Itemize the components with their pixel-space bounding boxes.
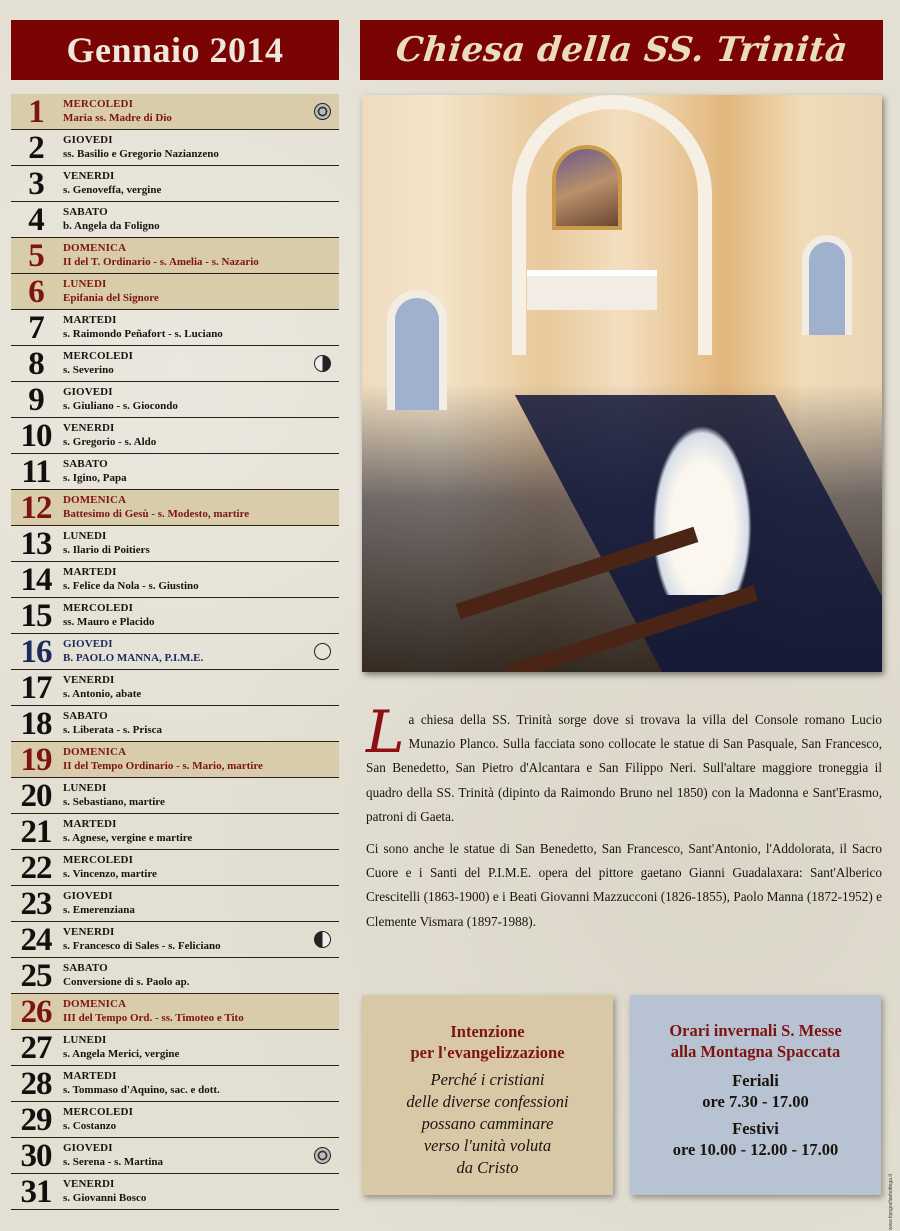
day-number: 11 <box>21 454 51 490</box>
weekday-name: MARTEDI <box>63 313 117 326</box>
statue-niche-left <box>387 290 447 410</box>
day-text <box>61 530 150 558</box>
day-text <box>61 1106 133 1134</box>
weekday-name: MERCOLEDI <box>63 1105 133 1118</box>
day-row <box>11 814 339 850</box>
day-number: 7 <box>28 310 44 346</box>
weekday-name: LUNEDI <box>63 1033 107 1046</box>
day-row <box>11 238 339 274</box>
full-moon-icon <box>314 1147 331 1164</box>
saint-of-day: II del Tempo Ordinario - s. Mario, martire <box>63 759 263 772</box>
day-number: 3 <box>28 166 44 202</box>
day-text <box>61 1142 163 1170</box>
weekday-name: GIOVEDI <box>63 385 113 398</box>
intent-text: Perché i cristiani delle diverse confessioni possano camminare verso l'unità voluta da Cristo <box>406 1070 569 1177</box>
day-number: 29 <box>20 1102 52 1138</box>
weekday-name: DOMENICA <box>63 745 127 758</box>
weekday-name: MARTEDI <box>63 1069 117 1082</box>
saint-of-day: B. PAOLO MANNA, P.I.M.E. <box>63 651 204 664</box>
day-number: 27 <box>20 1030 52 1066</box>
saint-of-day: s. Vincenzo, martire <box>63 867 157 880</box>
day-number: 22 <box>20 850 52 886</box>
saint-of-day: s. Felice da Nola - s. Giustino <box>63 579 199 592</box>
saint-of-day: s. Tommaso d'Aquino, sac. e dott. <box>63 1083 220 1096</box>
day-text <box>61 386 178 414</box>
weekday-name: SABATO <box>63 709 108 722</box>
day-row <box>11 670 339 706</box>
drop-cap: L <box>366 698 405 766</box>
day-row <box>11 202 339 238</box>
weekday-name: GIOVEDI <box>63 133 113 146</box>
day-row <box>11 922 339 958</box>
day-row <box>11 382 339 418</box>
day-list <box>11 94 339 1210</box>
mass-schedule-box <box>630 995 881 1195</box>
day-row <box>11 166 339 202</box>
day-text <box>61 674 141 702</box>
weekday-name: GIOVEDI <box>63 889 113 902</box>
day-text <box>61 134 219 162</box>
day-text <box>61 782 165 810</box>
day-text <box>61 854 157 882</box>
day-row <box>11 1102 339 1138</box>
day-row <box>11 706 339 742</box>
weekday-name: VENERDI <box>63 673 115 686</box>
day-row <box>11 1174 339 1210</box>
day-row <box>11 1066 339 1102</box>
saint-of-day: s. Giovanni Bosco <box>63 1191 147 1204</box>
saint-of-day: b. Angela da Foligno <box>63 219 160 232</box>
weekday-name: VENERDI <box>63 925 115 938</box>
day-text <box>61 818 192 846</box>
day-number: 31 <box>20 1174 52 1210</box>
saint-of-day: s. Gregorio - s. Aldo <box>63 435 157 448</box>
day-row <box>11 1030 339 1066</box>
holiday-schedule: Festivi ore 10.00 - 12.00 - 17.00 <box>672 1119 839 1159</box>
day-number: 8 <box>28 346 44 382</box>
church-photo <box>362 95 882 672</box>
day-row <box>11 310 339 346</box>
day-number: 26 <box>20 994 52 1030</box>
weekday-name: GIOVEDI <box>63 637 113 650</box>
weekday-name: MERCOLEDI <box>63 853 133 866</box>
day-text <box>61 962 190 990</box>
day-text <box>61 602 154 630</box>
day-number: 2 <box>28 130 44 166</box>
saint-of-day: s. Genoveffa, vergine <box>63 183 162 196</box>
weekday-name: MARTEDI <box>63 565 117 578</box>
weekday-schedule: Feriali ore 7.30 - 17.00 <box>702 1071 809 1111</box>
day-number: 13 <box>20 526 52 562</box>
day-text <box>61 566 199 594</box>
day-number: 10 <box>20 418 52 454</box>
saint-of-day: s. Antonio, abate <box>63 687 142 700</box>
day-number: 17 <box>20 670 52 706</box>
weekday-name: SABATO <box>63 961 108 974</box>
altar-painting <box>552 145 622 230</box>
weekday-name: MARTEDI <box>63 817 117 830</box>
day-text <box>61 746 263 774</box>
bride-veil <box>652 425 752 595</box>
day-text <box>61 170 161 198</box>
day-number: 21 <box>20 814 52 850</box>
day-row <box>11 346 339 382</box>
new-moon-face-icon <box>314 643 331 660</box>
saint-of-day: s. Liberata - s. Prisca <box>63 723 162 736</box>
saint-of-day: s. Serena - s. Martina <box>63 1155 164 1168</box>
saint-of-day: s. Raimondo Peñafort - s. Luciano <box>63 327 223 340</box>
day-number: 30 <box>20 1138 52 1174</box>
saint-of-day: s. Severino <box>63 363 114 376</box>
intent-title: Intenzione per l'evangelizzazione <box>410 1022 565 1062</box>
saint-of-day: II del T. Ordinario - s. Amelia - s. Nazario <box>63 255 259 268</box>
day-text <box>61 98 172 126</box>
day-text <box>61 998 244 1026</box>
intro-paragraph-2: Ci sono anche le statue di San Benedetto, San Francesco, Sant'Antonio, l'Addolorata, il Sacro Cuore e i Santi del P.I.M.E. opera del pittore gaetano Gianni Guadalaxara: Sant'Alberico Crescitelli (1863-1900) e i Beati Giovanni Mazzucconi (1826-1855), Paolo Manna (1872-1952) e Clemente Vismara (1897-1988). <box>366 841 882 929</box>
weekday-name: SABATO <box>63 457 108 470</box>
day-text <box>61 890 135 918</box>
saint-of-day: s. Angela Merici, vergine <box>63 1047 180 1060</box>
day-text <box>61 350 133 378</box>
altar <box>527 270 657 310</box>
day-number: 5 <box>28 238 44 274</box>
day-number: 20 <box>20 778 52 814</box>
day-number: 19 <box>20 742 52 778</box>
day-row <box>11 562 339 598</box>
day-text <box>61 638 203 666</box>
day-number: 25 <box>20 958 52 994</box>
day-text <box>61 710 162 738</box>
day-number: 28 <box>20 1066 52 1102</box>
intro-paragraph-1: La chiesa della SS. Trinità sorge dove si trovava la villa del Console romano Lucio Munazio Planco. Sulla facciata sono collocate le statue di San Pasquale, San Francesco, San Benedetto, San Pietro d'Alcantara e San Filippo Neri. Sull'altare maggiore troneggia il quadro della SS. Trinità (dipinto da Raimondo Bruno nel 1850) con la Madonna e Sant'Erasmo, patroni di Gaeta. <box>366 698 882 824</box>
day-number: 12 <box>20 490 52 526</box>
day-row <box>11 418 339 454</box>
day-number: 6 <box>28 274 44 310</box>
saint-of-day: Maria ss. Madre di Dio <box>63 111 172 124</box>
day-number: 16 <box>20 634 52 670</box>
day-number: 9 <box>28 382 44 418</box>
day-text <box>61 458 127 486</box>
last-quarter-moon-icon <box>314 931 331 948</box>
day-row <box>11 886 339 922</box>
saint-of-day: s. Sebastiano, martire <box>63 795 165 808</box>
saint-of-day: s. Francesco di Sales - s. Feliciano <box>63 939 221 952</box>
day-row <box>11 634 339 670</box>
day-row <box>11 130 339 166</box>
saint-of-day: s. Giuliano - s. Giocondo <box>63 399 178 412</box>
saint-of-day: ss. Mauro e Placido <box>63 615 155 628</box>
saint-of-day: s. Agnese, vergine e martire <box>63 831 193 844</box>
day-row <box>11 994 339 1030</box>
weekday-name: MERCOLEDI <box>63 349 133 362</box>
day-text <box>61 1034 179 1062</box>
day-number: 24 <box>20 922 52 958</box>
saint-of-day: III del Tempo Ord. - ss. Timoteo e Tito <box>63 1011 244 1024</box>
church-banner <box>360 20 883 80</box>
day-text <box>61 278 159 306</box>
day-text <box>61 314 223 342</box>
day-row <box>11 598 339 634</box>
day-text <box>61 1178 146 1206</box>
day-text <box>61 422 156 450</box>
weekday-name: DOMENICA <box>63 997 127 1010</box>
day-row <box>11 94 339 130</box>
saint-of-day: s. Igino, Papa <box>63 471 127 484</box>
day-row <box>11 274 339 310</box>
printer-credit: www.tipografiaebottega.it <box>888 1174 894 1230</box>
church-description <box>366 698 882 942</box>
day-row <box>11 850 339 886</box>
saint-of-day: s. Costanzo <box>63 1119 117 1132</box>
day-number: 14 <box>20 562 52 598</box>
first-quarter-moon-icon <box>314 355 331 372</box>
day-text <box>61 926 221 954</box>
day-number: 4 <box>28 202 44 238</box>
weekday-name: DOMENICA <box>63 241 127 254</box>
saint-of-day: s. Emerenziana <box>63 903 135 916</box>
mass-schedule-title: Orari invernali S. Messe alla Montagna Spaccata <box>669 1021 842 1061</box>
weekday-name: LUNEDI <box>63 781 107 794</box>
month-title: Gennaio 2014 <box>66 30 284 70</box>
day-text <box>61 206 160 234</box>
weekday-name: DOMENICA <box>63 493 127 506</box>
saint-of-day: Battesimo di Gesù - s. Modesto, martire <box>63 507 250 520</box>
day-row <box>11 526 339 562</box>
weekday-name: VENERDI <box>63 421 115 434</box>
weekday-name: GIOVEDI <box>63 1141 113 1154</box>
saint-of-day: Conversione di s. Paolo ap. <box>63 975 190 988</box>
weekday-name: SABATO <box>63 205 108 218</box>
day-row <box>11 742 339 778</box>
saint-of-day: ss. Basilio e Gregorio Nazianzeno <box>63 147 219 160</box>
weekday-name: MERCOLEDI <box>63 601 133 614</box>
weekday-name: LUNEDI <box>63 529 107 542</box>
church-title: Chiesa della SS. Trinità <box>393 30 850 70</box>
weekday-name: VENERDI <box>63 169 115 182</box>
month-banner <box>11 20 339 80</box>
saint-of-day: Epifania del Signore <box>63 291 159 304</box>
day-number: 15 <box>20 598 52 634</box>
day-row <box>11 490 339 526</box>
day-row <box>11 958 339 994</box>
weekday-name: LUNEDI <box>63 277 107 290</box>
day-row <box>11 454 339 490</box>
weekday-name: VENERDI <box>63 1177 115 1190</box>
saint-of-day: s. Ilario di Poitiers <box>63 543 150 556</box>
statue-niche-right <box>802 235 852 335</box>
full-moon-icon <box>314 103 331 120</box>
day-text <box>61 1070 220 1098</box>
day-number: 23 <box>20 886 52 922</box>
day-row <box>11 1138 339 1174</box>
day-number: 1 <box>28 94 44 130</box>
evangelization-intent-box <box>362 995 613 1195</box>
weekday-name: MERCOLEDI <box>63 97 133 110</box>
day-text <box>61 494 249 522</box>
day-text <box>61 242 259 270</box>
day-number: 18 <box>20 706 52 742</box>
day-row <box>11 778 339 814</box>
